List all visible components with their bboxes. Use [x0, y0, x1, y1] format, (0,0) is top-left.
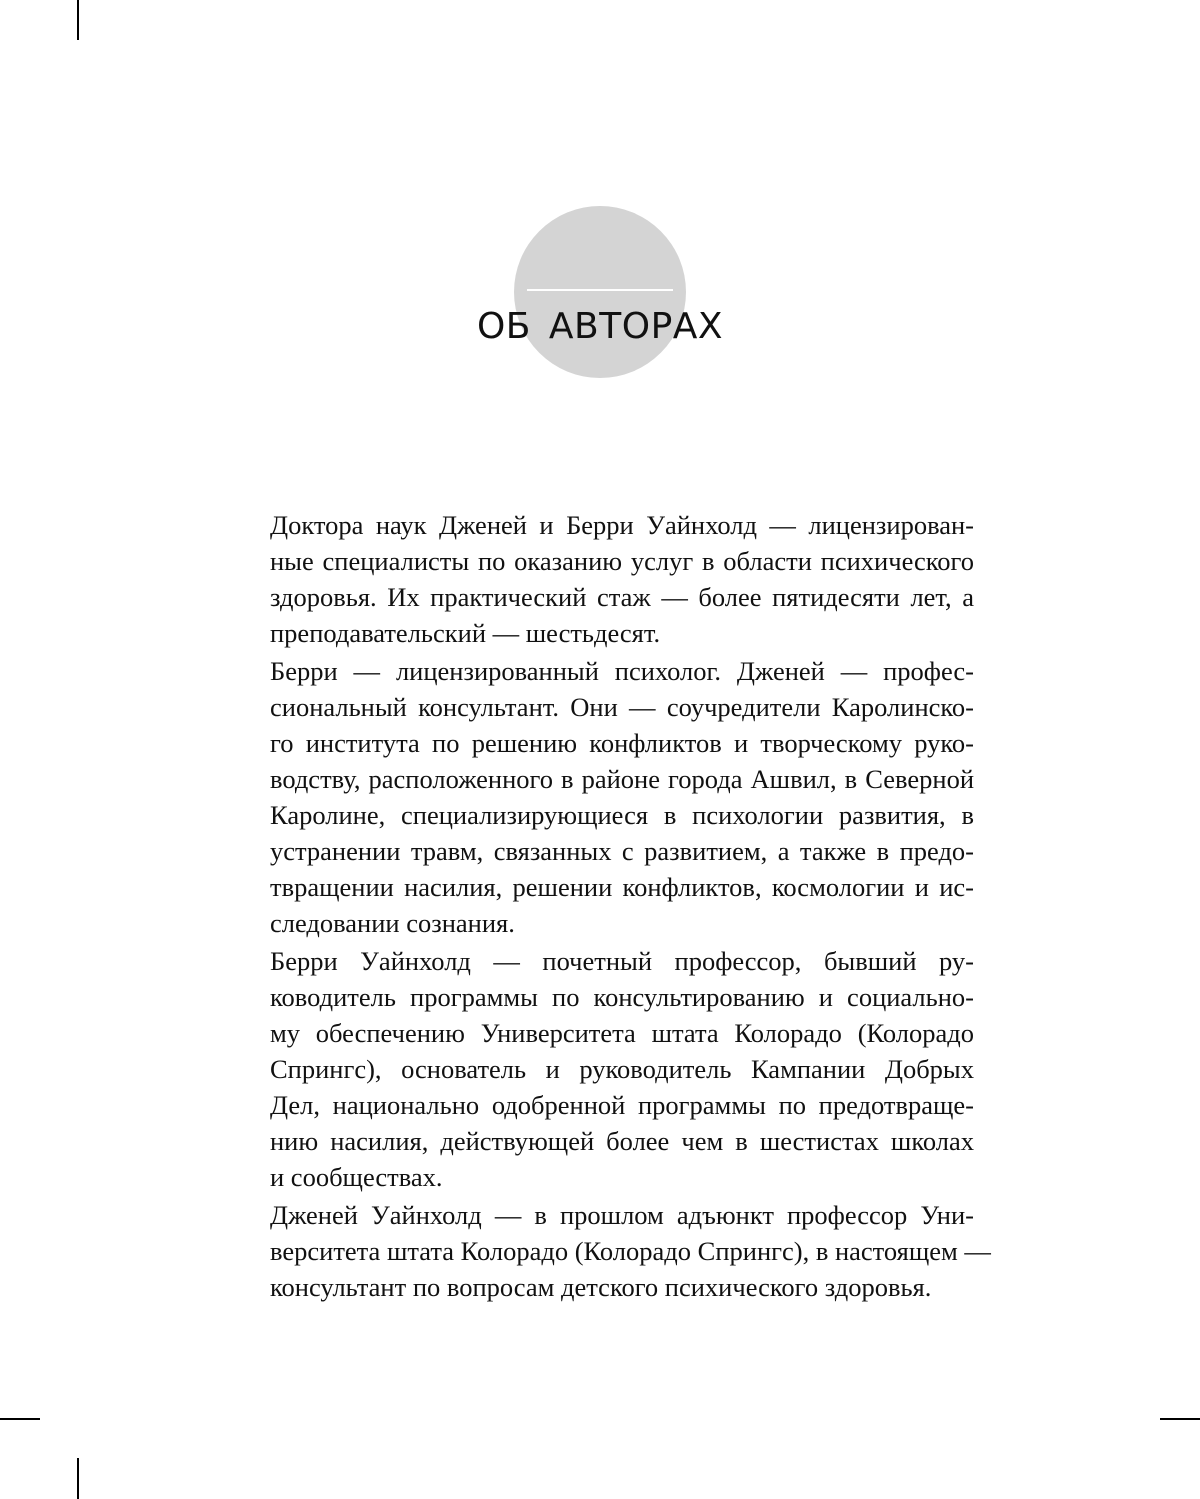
text-line: водству, расположенного в районе города Ашвил, в Северной: [270, 764, 974, 794]
text-line: твращении насилия, решении конфликтов, космологии и ис-: [270, 872, 974, 902]
text-line: нию насилия, действующей более чем в шестистах школах: [270, 1126, 974, 1156]
text-line: Берри — лицензированный психолог. Дженей — профес-: [270, 656, 974, 686]
text-line: и сообществах.: [270, 1162, 443, 1192]
text-line: устранении травм, связанных с развитием, а также в предо-: [270, 836, 974, 866]
text-line: верситета штата Колорадо (Колорадо Спрингс), в настоящем —: [270, 1236, 991, 1266]
crop-mark-right: [1160, 1418, 1200, 1420]
heading-rule: [527, 289, 673, 291]
heading-circle-decoration: [514, 206, 686, 378]
text-line: Дел, национально одобренной программы по предотвраще-: [270, 1090, 974, 1120]
paragraph-2: [228, 653, 974, 941]
text-line: следовании сознания.: [270, 908, 515, 938]
text-line: консультант по вопросам детского психического здоровья.: [270, 1272, 932, 1302]
paragraph-1: [228, 507, 974, 651]
text-line: му обеспечению Университета штата Колорадо (Колорадо: [270, 1018, 974, 1048]
text-line: го института по решению конфликтов и творческому руко-: [270, 728, 974, 758]
text-line: Доктора наук Дженей и Берри Уайнхолд — лицензирован-: [270, 510, 974, 540]
text-line: ководитель программы по консультированию и социально-: [270, 982, 974, 1012]
text-line: сиональный консультант. Они — соучредители Каролинско-: [270, 692, 974, 722]
text-line: Каролине, специализирующиеся в психологии развития, в: [270, 800, 974, 830]
text-line: Берри Уайнхолд — почетный профессор, бывший ру-: [270, 946, 974, 976]
body-text: [228, 507, 991, 1307]
text-line: ные специалисты по оказанию услуг в области психического: [270, 546, 974, 576]
paragraph-3: [228, 943, 974, 1195]
text-line: преподавательский — шестьдесят.: [270, 618, 661, 648]
crop-mark-left: [0, 1418, 40, 1420]
paragraph-4: [228, 1197, 991, 1305]
crop-mark-top: [77, 0, 79, 40]
chapter-title: ОБ АВТОРАХ: [476, 306, 724, 347]
crop-mark-bottom: [77, 1458, 79, 1499]
text-line: Спрингс), основатель и руководитель Кампании Добрых: [270, 1054, 974, 1084]
text-line: Дженей Уайнхолд — в прошлом адъюнкт профессор Уни-: [270, 1200, 974, 1230]
text-line: здоровья. Их практический стаж — более пятидесяти лет, а: [270, 582, 974, 612]
